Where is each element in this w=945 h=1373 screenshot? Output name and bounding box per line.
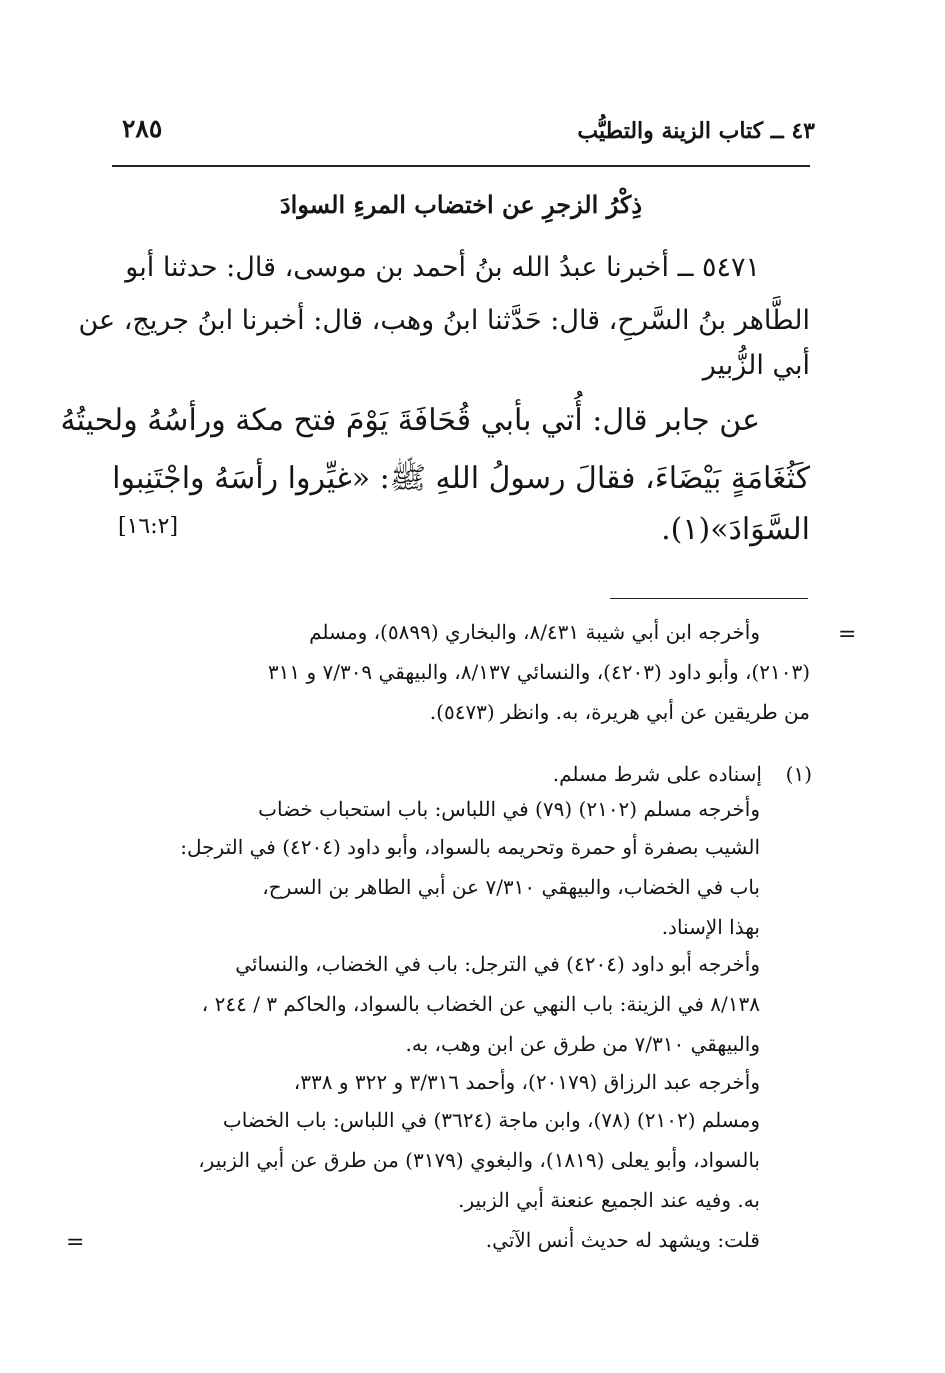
- hadith-isnad-line: ٥٤٧١ ــ أخبرنا عبدُ الله بنُ أحمد بن موسى، قال: حدثنا أبو: [125, 252, 760, 283]
- hadith-matn-line: كَثُغَامَةٍ بَيْضَاءَ، فقالَ رسولُ اللهِ ﷺ: «غيِّروا رأسَهُ واجْتَنِبوا: [112, 461, 810, 496]
- footnote-separator: [610, 598, 808, 599]
- footnote-line: قلت: ويشهد له حديث أنس الآتي.: [485, 1228, 760, 1252]
- hadith-isnad-line: أبي الزُّبير: [702, 350, 810, 381]
- hadith-isnad-line: الطَّاهر بنُ السَّرحِ، قال: حَدَّثنا ابنُ وهب، قال: أخبرنا ابنُ جريج، عن: [78, 305, 810, 336]
- hadith-reference: [١٦:٢]: [118, 514, 179, 539]
- footnote-line: ٨/١٣٨ في الزينة: باب النهي عن الخضاب بالسواد، والحاكم ٣ / ٢٤٤ ،: [201, 992, 760, 1016]
- footnote-line: إسناده على شرط مسلم.: [552, 762, 762, 786]
- continuation-marker: =: [66, 1230, 85, 1255]
- footnote-line: وأخرجه ابن أبي شيبة ٨/٤٣١، والبخاري (٥٨٩٩)، ومسلم: [309, 620, 760, 644]
- footnote-line: بهذا الإسناد.: [661, 915, 760, 939]
- footnote-line: باب في الخضاب، والبيهقي ٧/٣١٠ عن أبي الطاهر بن السرح،: [262, 875, 760, 899]
- section-title: ذِكْرُ الزجرِ عن اختضاب المرءِ السوادَ: [279, 190, 642, 219]
- footnote-line: وأخرجه مسلم (٢١٠٢) (٧٩) في اللباس: باب استحباب خضاب: [258, 797, 760, 821]
- hadith-matn-line: السَّوَادَ»(١).: [661, 512, 810, 547]
- hadith-matn-line: عن جابر قال: أُتي بأبي قُحَافَةَ يَوْمَ فتح مكة ورأسُهُ ولحيتُهُ: [60, 403, 760, 438]
- header-divider: [112, 165, 810, 167]
- footnote-line: والبيهقي ٧/٣١٠ من طرق عن ابن وهب، به.: [405, 1032, 760, 1056]
- footnote-line: وأخرجه أبو داود (٤٢٠٤) في الترجل: باب في الخضاب، والنسائي: [235, 952, 760, 976]
- footnote-line: وأخرجه عبد الرزاق (٢٠١٧٩)، وأحمد ٣/٣١٦ و ٣٢٢ و ٣٣٨،: [293, 1070, 760, 1094]
- footnote-number: (١): [785, 762, 812, 786]
- continuation-marker: =: [838, 622, 857, 647]
- footnote-line: بالسواد، وأبو يعلى (١٨١٩)، والبغوي (٣١٧٩) من طرق عن أبي الزبير،: [198, 1148, 760, 1172]
- footnote-line: (٢١٠٣)، وأبو داود (٤٢٠٣)، والنسائي ٨/١٣٧، والبيهقي ٧/٣٠٩ و ٣١١: [267, 660, 810, 684]
- footnote-line: الشيب بصفرة أو حمرة وتحريمه بالسواد، وأبو داود (٤٢٠٤) في الترجل:: [180, 835, 760, 859]
- footnote-line: به. وفيه عند الجميع عنعنة أبي الزبير.: [458, 1188, 760, 1212]
- footnote-line: من طريقين عن أبي هريرة، به. وانظر (٥٤٧٣).: [429, 700, 810, 724]
- footnote-line: ومسلم (٢١٠٢) (٧٨)، وابن ماجة (٣٦٢٤) في اللباس: باب الخضاب: [222, 1108, 760, 1132]
- running-header-chapter: ٤٣ ــ كتاب الزينة والتطيُّب: [577, 118, 815, 144]
- page-number: ٢٨٥: [122, 114, 163, 143]
